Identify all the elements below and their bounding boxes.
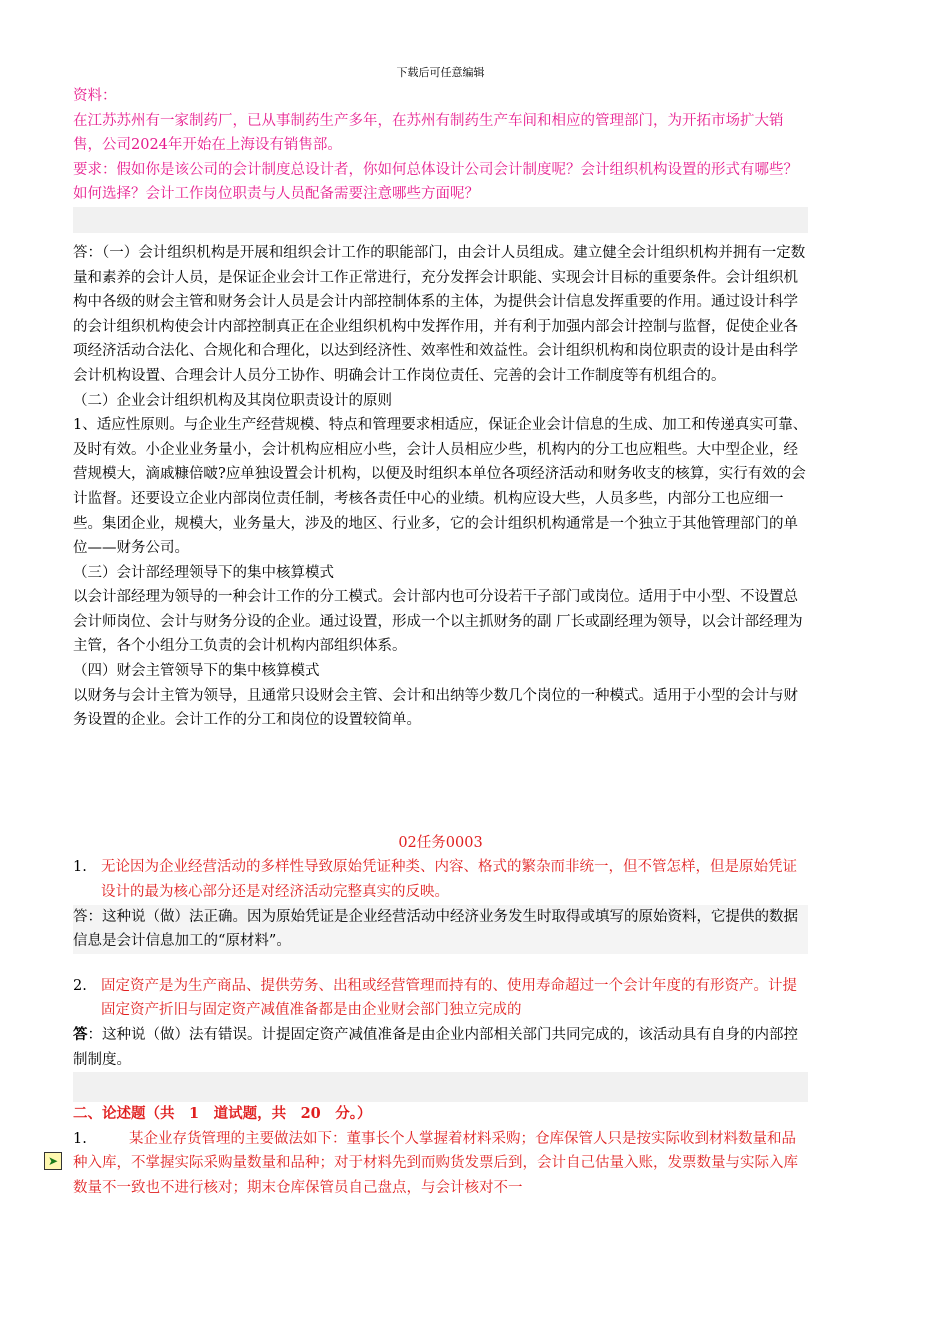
essay-heading: 二、论述题（共 1 道试题，共 20 分。）	[73, 1105, 372, 1123]
document-page	[73, 0, 808, 1201]
task-question-1: 1. 无论因为企业经营活动的多样性导致原始凭证种类、内容、格式的繁杂而非统一，但不管怎样，但是原始凭证设计的最为核心部分还是对经济活动完整真实的反映。	[73, 859, 797, 901]
answer-paragraph-3: 以会计部经理为领导的一种会计工作的分工模式。会计部内也可分设若干子部门或岗位。适用于中小型、不设置总会计师岗位、会计与财务分设的企业。通过设置，形成一个以主抓财务的副 厂长或副经理为领导，以会计部经理为主管，各个小组分工负责的会计机构内部组织体系。	[73, 589, 803, 655]
material-text: 在江苏苏州有一家制药厂，已从事制药生产多年，在苏州有制药生产车间和相应的管理部门，为开拓市场扩大销售，公司2024年开始在上海设有销售部。	[73, 112, 784, 154]
answer-heading-4: （四）财会主管领导下的集中核算模式	[73, 663, 320, 680]
answer-paragraph-4: 以财务与会计主管为领导，且通常只设财会主管、会计和出纳等少数几个岗位的一种模式。适用于小型的会计与财务设置的企业。会计工作的分工和岗位的设置较简单。	[73, 687, 798, 729]
task-answer-1: 答：这种说（做）法正确。因为原始凭证是企业经营活动中经济业务发生时取得或填写的原始资料，它提供的数据信息是会计信息加工的“原材料”。	[73, 905, 808, 954]
answer-heading-3: （三）会计部经理领导下的集中核算模式	[73, 564, 334, 581]
answer-paragraph-1: 答：（一）会计组织机构是开展和组织会计工作的职能部门，由会计人员组成。建立健全会计组织机构并拥有一定数量和素养的会计人员，是保证企业会计工作正常进行，充分发挥会计职能、实现会计目标的重要条件。会计组织机构中各级的财会主管和财务会计人员是会计内部控制体系的主体，为提供会计信息发挥重要的作用。通过设计科学的会计组织机构使会计内部控制真正在企业组织机构中发挥作用，并有利于加强内部会计控制与监督，促使企业各项经济活动合法化、合规化和合理化，以达到经济性、效率性和效益性。会计组织机构和岗位职责的设计是由科学会计机构设置、合理会计人员分工协作、明确会计工作岗位责任、完善的会计工作制度等有机组合的。	[73, 244, 806, 384]
task-answer-2: 答：这种说（做）法有错误。计提固定资产减值准备是由企业内部相关部门共同完成的，该活动具有自身的内部控制制度。	[73, 1026, 798, 1068]
task-question-2: 2. 固定资产是为生产商品、提供劳务、出租或经营管理而持有的、使用寿命超过一个会计年度的有形资产。计提固定资产折旧与固定资产减值准备都是由企业财会部门独立完成的	[73, 977, 797, 1019]
answer-paragraph-2: 1、适应性原则。与企业生产经营规模、特点和管理要求相适应，保证企业会计信息的生成、加工和传递真实可靠、及时有效。小企业业务量小，会计机构应相应小些，会计人员相应少些，机构内的分工也应粗些。大中型企业，经营规模大，滴戚糠倍啵?应单独设置会计机构，以便及时组织本单位各项经济活动和财务收支的核算，实行有效的会计监督。还要设立企业内部岗位责任制，考核各责任中心的业绩。机构应设大些，人员多些，内部分工也应细一些。集团企业，规模大，业务量大，涉及的地区、行业多，它的会计组织机构通常是一个独立于其他管理部门的单位——财务公司。	[73, 417, 808, 557]
comment-marker-icon[interactable]: ➤	[44, 1152, 62, 1170]
page-header: 下载后可任意编辑	[396, 66, 485, 79]
separator-band-2	[73, 1072, 808, 1102]
separator-band	[73, 207, 808, 233]
answer-heading-2: （二）企业会计组织机构及其岗位职责设计的原则	[73, 392, 392, 409]
task-title: 02任务0003	[398, 834, 483, 851]
essay-question-1: 1. 某企业存货管理的主要做法如下：董事长个人掌握着材料采购；仓库保管人只是按实际收到材料数量和品种入库，不掌握实际采购量数量和品种；对于材料先到而购货发票后到，会计自己估量入账，发票数量与实际入库数量不一致也不进行核对；期末仓库保管员自己盘点，与会计核对不一	[73, 1130, 798, 1196]
material-label: 资料：	[73, 88, 117, 104]
requirement-text: 要求：假如你是该公司的会计制度总设计者，你如何总体设计公司会计制度呢？会计组织机构设置的形式有哪些？如何选择？会计工作岗位职责与人员配备需要注意哪些方面呢？	[73, 161, 798, 203]
